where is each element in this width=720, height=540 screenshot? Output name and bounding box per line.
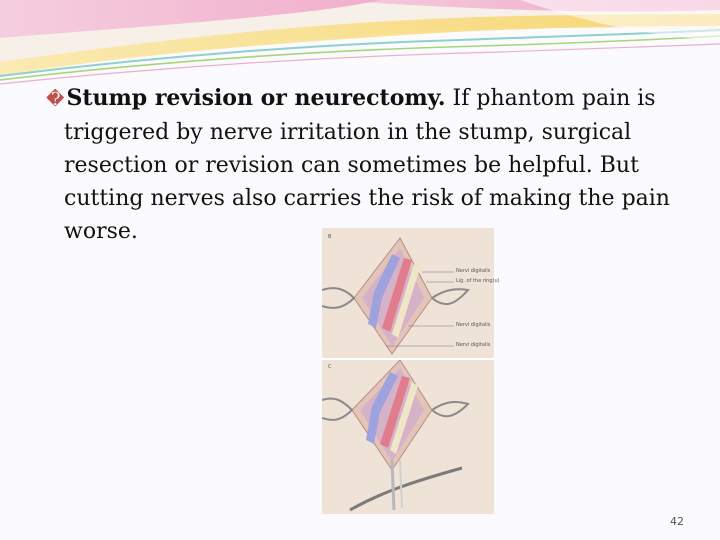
illustration-panel-b [322, 228, 500, 358]
panel-c-drawing [322, 360, 494, 514]
bullet-paragraph [46, 82, 676, 248]
bullet-icon: � [46, 89, 65, 110]
body-text: If phantom pain is triggered by nerve irritation in the stump, surgical resection or revision can sometimes be helpful. But cutting nerves also carries the risk of making the pain worse. [64, 86, 670, 244]
panel-c-letter: C [328, 364, 332, 370]
page-number: 42 [670, 515, 684, 528]
panel-b-letter: B [328, 234, 332, 240]
figure-label-4: Nervi digitalis [456, 342, 491, 348]
surgical-illustration [322, 228, 500, 514]
figure-label-2: Lig. of the ring(u) [456, 278, 500, 284]
panel-b-drawing [322, 228, 494, 358]
content-text [46, 82, 676, 248]
figure-label-1: Nervi digitalis [456, 268, 491, 274]
figure-label-3: Nervi digitalis [456, 322, 491, 328]
heading-bold: Stump revision or neurectomy. [66, 85, 446, 111]
illustration-panel-c [322, 360, 494, 514]
